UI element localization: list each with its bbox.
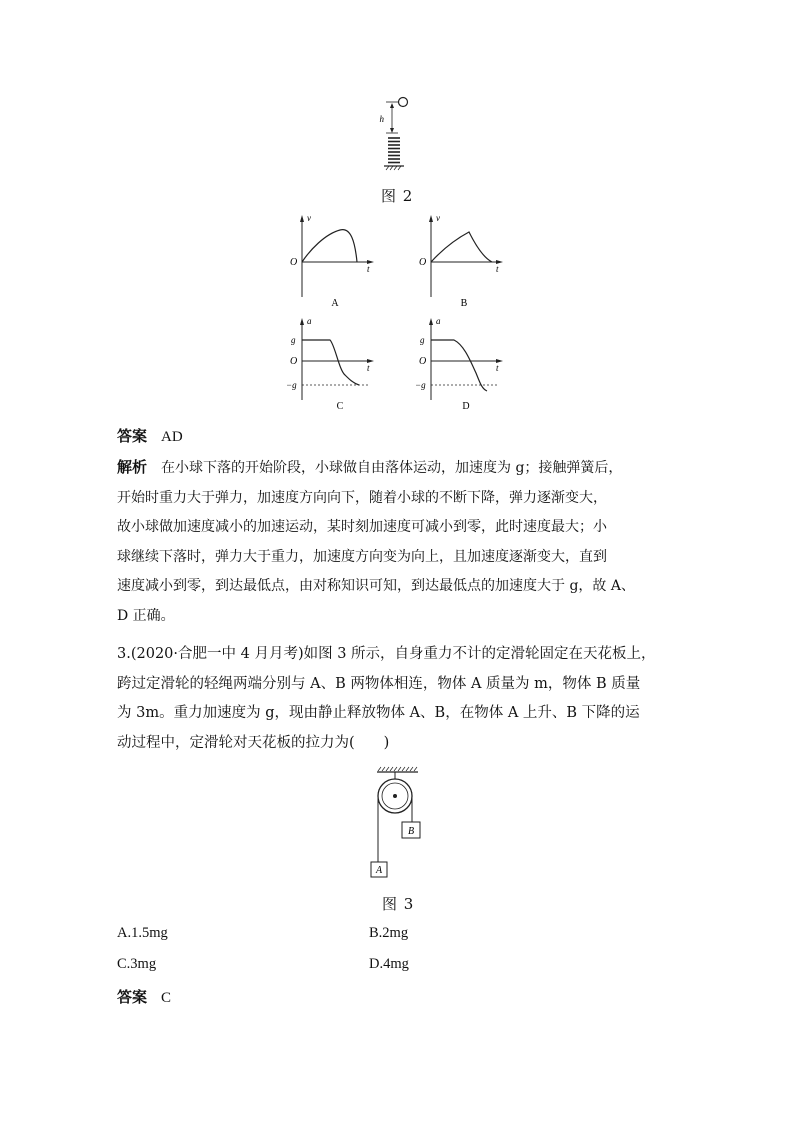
axis-t-label: t	[496, 363, 499, 373]
question-3-line-4: 动过程中，定滑轮对天花板的拉力为( )	[117, 734, 390, 751]
analysis-line-5: 速度减小到零，到达最低点，由对称知识可知，到达最低点的加速度大于 g，故 A、	[117, 578, 635, 594]
velocity-curve-a	[302, 230, 357, 262]
question-3-line-2: 跨过定滑轮的轻绳两端分别与 A、B 两物体相连，物体 A 质量为 m，物体 B 质量	[117, 675, 641, 692]
option-d: D.4mg	[369, 956, 409, 972]
graph-b-label: B	[460, 298, 468, 309]
axis-v-label: v	[307, 213, 311, 223]
graph-c-label: C	[336, 401, 344, 412]
option-a: A.1.5mg	[117, 925, 168, 941]
figure-2-spring-ball	[370, 92, 420, 172]
axis-v-label: v	[436, 213, 440, 223]
question-3	[117, 640, 687, 758]
acceleration-curve-d	[431, 340, 487, 391]
analysis-key-label: 解析	[117, 458, 148, 476]
answer-key-label: 答案	[117, 427, 148, 445]
origin-label: O	[290, 257, 298, 268]
answer-value: C	[161, 990, 172, 1006]
acceleration-curve-c	[302, 340, 359, 385]
graph-c	[285, 315, 380, 415]
velocity-curve-b	[431, 232, 492, 262]
axis-a-label: a	[436, 316, 441, 326]
origin-label: O	[419, 356, 427, 367]
g-tick-label: g	[291, 335, 296, 345]
analysis-line-3: 故小球做加速度减小的加速运动，某时刻加速度可减小到零，此时速度最大；小	[117, 519, 607, 535]
analysis-line-4: 球继续下落时，弹力大于重力，加速度方向变为向上，且加速度逐渐变大，直到	[117, 548, 607, 565]
figure-3-caption: 图 3	[382, 895, 415, 913]
analysis-line-6: D 正确。	[117, 607, 175, 624]
axis-t-label: t	[367, 363, 370, 373]
answer-1	[117, 423, 687, 450]
figure-3-pulley	[360, 765, 440, 880]
graph-d-label: D	[462, 401, 470, 412]
question-3-line-3: 为 3m。重力加速度为 g，现由静止释放物体 A、B，在物体 A 上升、B 下降的运	[117, 705, 640, 721]
neg-g-tick-label: −g	[415, 380, 426, 390]
option-b: B.2mg	[369, 925, 409, 941]
spring	[388, 138, 400, 163]
question-3-line-1: 3.(2020·合肥一中 4 月月考)如图 3 所示，自身重力不计的定滑轮固定在天花板上，	[117, 646, 656, 662]
axis-a-label: a	[307, 316, 312, 326]
answer-3	[117, 986, 171, 1007]
graph-b	[414, 212, 509, 312]
graph-d	[414, 315, 509, 415]
h-label: h	[379, 114, 384, 124]
axis-t-label: t	[496, 264, 499, 274]
origin-label: O	[290, 356, 298, 367]
block-b-label: B	[407, 826, 415, 837]
analysis-line-2: 开始时重力大于弹力，加速度方向向下，随着小球的不断下降，弹力逐渐变大，	[117, 489, 607, 506]
answer-value: AD	[161, 429, 183, 445]
analysis-block	[117, 453, 687, 631]
graph-a	[285, 212, 380, 312]
block-a-label: A	[375, 865, 383, 876]
neg-g-tick-label: −g	[286, 380, 297, 390]
ball	[399, 98, 408, 107]
analysis-line-1: 解析 在小球下落的开始阶段，小球做自由落体运动，加速度为 g；接触弹簧后，	[117, 458, 623, 476]
graph-a-label: A	[331, 298, 339, 309]
axis-t-label: t	[367, 264, 370, 274]
answer-key-label: 答案	[117, 988, 148, 1006]
g-tick-label: g	[420, 335, 425, 345]
figure-2-caption: 图 2	[381, 187, 414, 205]
origin-label: O	[419, 257, 427, 268]
option-c: C.3mg	[117, 956, 157, 972]
